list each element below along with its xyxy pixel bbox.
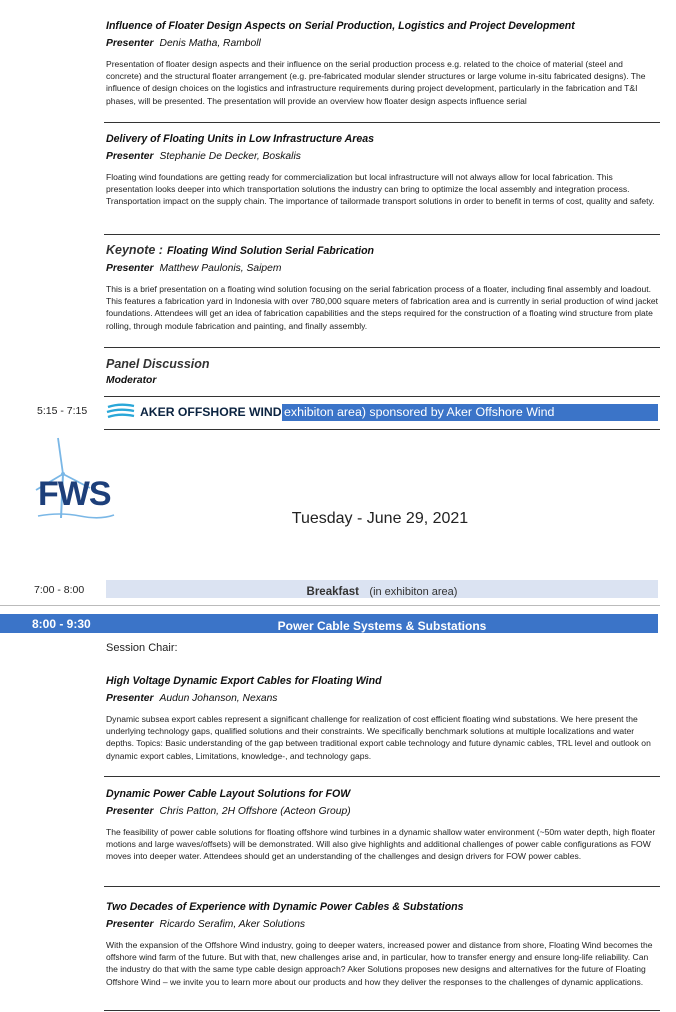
presenter-name: Ricardo Serafim, Aker Solutions: [159, 919, 306, 930]
talk-presenter: [106, 692, 660, 705]
session-title: Power Cable Systems & Substations: [277, 619, 487, 633]
keynote-title-line: [106, 244, 660, 258]
breakfast-title: Breakfast: [306, 586, 359, 598]
divider: [104, 122, 660, 123]
breakfast-time: 7:00 - 8:00: [34, 584, 85, 596]
fws-logo: [30, 432, 116, 520]
talk-title: Dynamic Power Cable Layout Solutions for FOW: [106, 788, 351, 800]
keynote-item: [106, 244, 660, 332]
talk-title: Influence of Floater Design Aspects on Serial Production, Logistics and Project Development: [106, 20, 575, 32]
talk-presenter: [106, 150, 660, 163]
talk-presenter: [106, 37, 660, 50]
talk-description: Floating wind foundations are getting ready for commercialization but local infrastructure will not always allow for local fabrication. This presentation looks deeper into which transportation solutions the industry can bring to optimize the local assembly and integration process. Transportation impact on the supply chain. The importance of tailormade transport solutions in order to benefit in terms of cost, quality and safety.: [106, 172, 655, 207]
panel-item: [106, 357, 660, 386]
divider: [104, 429, 660, 430]
presenter-label: Presenter: [106, 263, 154, 274]
breakfast-label: [106, 582, 658, 600]
presenter-label: Presenter: [106, 693, 154, 704]
reception-text: exhibiton area) sponsored by Aker Offshore Wind: [284, 405, 555, 419]
divider: [104, 1010, 660, 1011]
talk-presenter: [106, 918, 660, 931]
presenter-name: Audun Johanson, Nexans: [159, 693, 278, 704]
divider: [104, 886, 660, 887]
talk-item: [106, 675, 660, 762]
aker-offshore-wind-logo: [106, 402, 282, 422]
talk-item: [106, 901, 660, 988]
moderator-label: Moderator: [106, 375, 157, 386]
presenter-name: Stephanie De Decker, Boskalis: [159, 151, 301, 162]
keynote-title: Floating Wind Solution Serial Fabrication: [166, 245, 375, 257]
talk-item: [106, 20, 660, 107]
session-time: 8:00 - 9:30: [32, 617, 91, 631]
presenter-name: Denis Matha, Ramboll: [159, 38, 261, 49]
reception-bar: [282, 404, 658, 421]
presenter-label: Presenter: [106, 806, 154, 817]
breakfast-location: (in exhibiton area): [369, 586, 458, 598]
divider: [104, 234, 660, 235]
talk-item: [106, 788, 660, 863]
presenter-name: Matthew Paulonis, Saipem: [159, 263, 282, 274]
presenter-label: Presenter: [106, 151, 154, 162]
talk-title: Two Decades of Experience with Dynamic Power Cables & Substations: [106, 901, 464, 913]
divider: [104, 396, 660, 397]
fws-logo-text: FWS: [38, 475, 111, 513]
talk-item: [106, 133, 660, 208]
presenter-label: Presenter: [106, 919, 154, 930]
talk-presenter: [106, 805, 660, 818]
divider: [0, 605, 660, 606]
session-title-wrap: [106, 617, 658, 635]
reception-time: 5:15 - 7:15: [37, 405, 88, 417]
divider: [104, 776, 660, 777]
talk-description: The feasibility of power cable solutions for floating offshore wind turbines in a dynamic shallow water environment (~50m water depth, high floater motions and large waves/offsets) will be demonstrated. Will also give highlights and additional challenges of power cable configurations as FOW moves into deeper water. Attendees should get an understanding of the challenges and design drivers for FOW power cables.: [106, 827, 656, 862]
talk-description: Presentation of floater design aspects and their influence on the serial production process e.g. related to the choice of material (steel and concrete) and the structural floater arrangement (e.g. pre-fabricated modular slender structures or large volume in-situ fabricated designs). The influence of design choices on the logistics and infrastructure requirements during project development, particularly in the fabrication and T&I phases, will be presented. The presentation will provide an overview how floater design aspects influence serial: [106, 59, 646, 106]
aker-wave-icon: [106, 402, 136, 422]
session-bar: [0, 614, 658, 633]
presenter-name: Chris Patton, 2H Offshore (Acteon Group): [159, 806, 351, 817]
aker-logo-text: AKER OFFSHORE WIND: [140, 405, 282, 419]
talk-title: Delivery of Floating Units in Low Infrastructure Areas: [106, 133, 375, 145]
talk-description: Dynamic subsea export cables represent a significant challenge for realization of cost efficient floating wind substations. We here present the underlying technology gaps, qualified solutions and their constraints. We specifically benchmark solutions at multiple localizations and water depths. Topics: Basic understanding of the gap between traditional export cable technology and future dynamic cables, TRL level and outlook on dynamic export cables, Limitations, knowledge-, and technology gaps.: [106, 714, 651, 761]
session-chair-label: Session Chair:: [106, 642, 178, 654]
talk-presenter: [106, 262, 660, 275]
talk-description: This is a brief presentation on a floating wind solution focusing on the serial fabrication process of a floater, including final assembly and loadout. This features a fabrication yard in Indonesia with over 780,000 square meters of fabrication area and is currently in serial production of wind jacket foundations. Attendees will get an idea of fabrication capabilities and the steps required for the construction of a floating wind structure from plate rolling, through module fabrication and painting, and finally assembly.: [106, 284, 659, 331]
panel-title: Panel Discussion: [106, 357, 210, 371]
presenter-label: Presenter: [106, 38, 154, 49]
talk-title: High Voltage Dynamic Export Cables for Floating Wind: [106, 675, 382, 687]
day-heading: Tuesday - June 29, 2021: [291, 510, 469, 527]
divider: [104, 347, 660, 348]
keynote-keyword: Keynote :: [106, 243, 163, 257]
talk-description: With the expansion of the Offshore Wind industry, going to deeper waters, increased power and distance from shore, Floating Wind becomes the offshore wind farm of the future. But with that, new challenges arise and, in particular, how to transfer energy and ensure long-life reliability. Can the industry do that with the same type cable design approach? Aker Solutions proposes new designs and alternatives for the future of Floating Offshore Wind – we invite you to learn more about our products and how they deliver the responses to the challenges of dynamic applications.: [106, 940, 653, 987]
breakfast-bar: [106, 580, 658, 598]
day-heading-wrap: [0, 510, 676, 528]
